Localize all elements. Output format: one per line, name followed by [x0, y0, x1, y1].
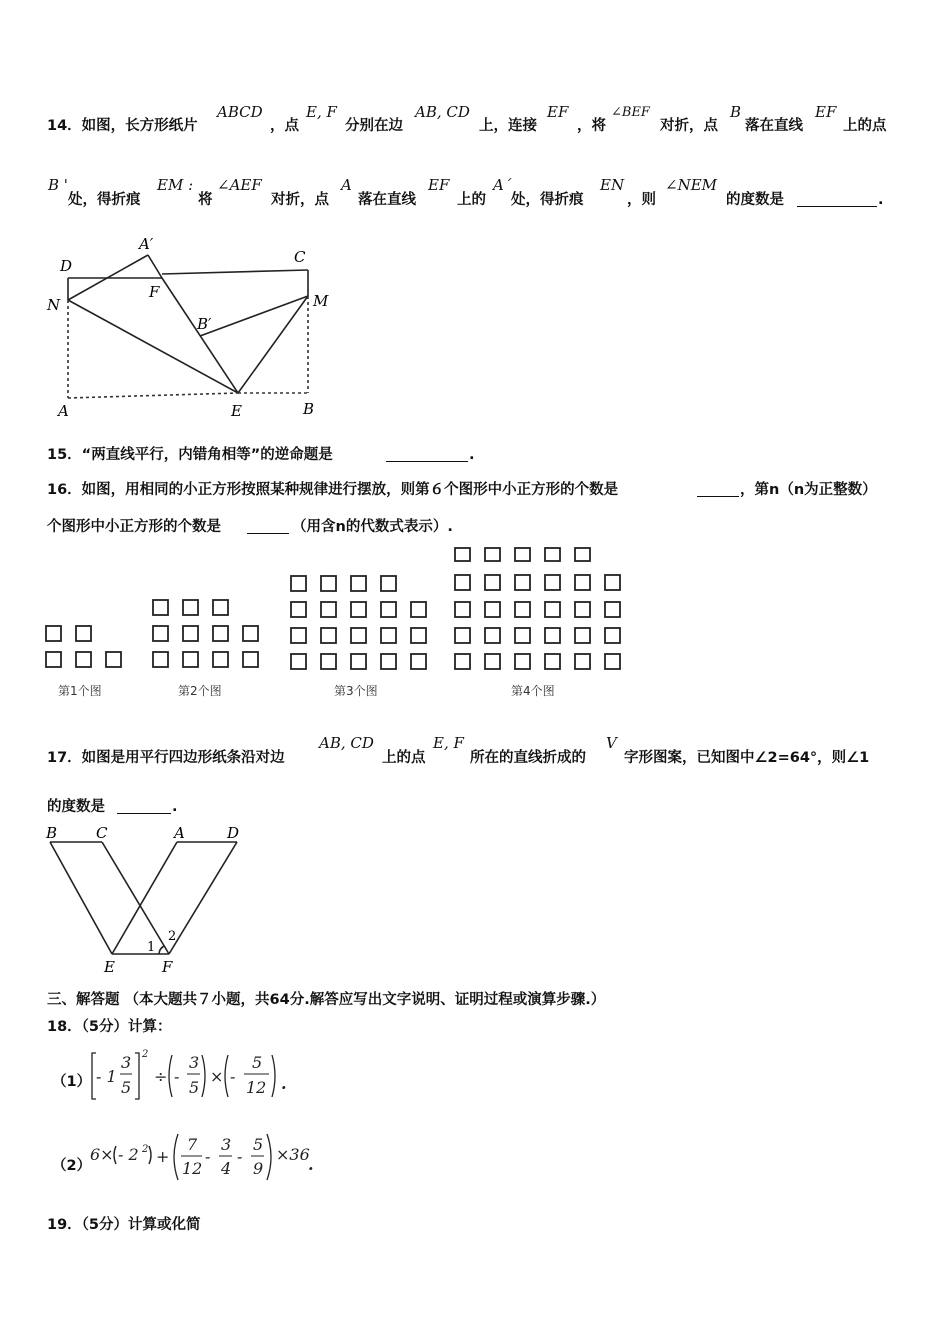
small-square [455, 654, 470, 669]
q17-math: V [606, 734, 617, 752]
operator: - [205, 1147, 211, 1166]
point-label: C [96, 824, 108, 842]
small-square [153, 652, 168, 667]
q14-text: 上的点 [843, 118, 887, 134]
math-end: . [308, 1155, 314, 1174]
small-square [485, 575, 500, 590]
small-square [106, 652, 121, 667]
figure-caption: 第3个图 [334, 684, 378, 698]
small-square [381, 628, 396, 643]
point-label: A [58, 402, 69, 420]
q14-text: 落在直线 [358, 192, 416, 208]
q14-math: A´ [493, 176, 512, 194]
math-term: - 2 [118, 1145, 139, 1164]
small-square [575, 602, 590, 617]
q14-math: EM : [157, 176, 194, 194]
exponent: 2 [142, 1144, 149, 1155]
q14-end: . [878, 192, 884, 208]
q14-text: 分别在边 [345, 118, 403, 134]
math-term: 6× [90, 1145, 114, 1164]
answer-blank[interactable] [247, 519, 289, 534]
small-square [455, 602, 470, 617]
small-square [545, 602, 560, 617]
small-square [605, 628, 620, 643]
small-square [291, 576, 306, 591]
q14-math: AB, CD [415, 103, 470, 121]
small-square [605, 575, 620, 590]
denominator: 5 [189, 1078, 200, 1097]
small-square [515, 654, 530, 669]
answer-blank[interactable] [386, 447, 468, 462]
point-label: E [104, 958, 115, 976]
q17-text: 17．如图是用平行四边形纸条沿对边 [47, 750, 285, 766]
math-term: - [174, 1067, 180, 1086]
small-square [515, 628, 530, 643]
small-square [455, 575, 470, 590]
operator: - [237, 1147, 243, 1166]
small-square [485, 628, 500, 643]
q14-math: EF [547, 103, 569, 121]
small-square [46, 626, 61, 641]
small-square [243, 626, 258, 641]
q14-text: 处，得折痕 [68, 192, 141, 208]
point-label: E [231, 402, 242, 420]
point-label: F [162, 958, 173, 976]
small-square [183, 600, 198, 615]
q16-text: ，第n（n为正整数） [740, 482, 877, 498]
denominator: 12 [182, 1159, 203, 1178]
small-square [183, 626, 198, 641]
q14-text: 将 [198, 192, 213, 208]
small-square [575, 575, 590, 590]
q14-text: 处，得折痕 [511, 192, 584, 208]
q16-text: 16．如图，用相同的小正方形按照某种规律进行摆放，则第６个图形中小正方形的个数是 [47, 482, 619, 498]
q14-figure [40, 230, 340, 425]
operator: ÷ [154, 1067, 168, 1086]
math-end: . [281, 1074, 287, 1093]
small-square [291, 628, 306, 643]
small-square [213, 600, 228, 615]
small-square [213, 652, 228, 667]
small-square [485, 602, 500, 617]
q14-text: 14．如图，长方形纸片 [47, 118, 198, 134]
q15-end: . [469, 447, 475, 463]
small-square [411, 602, 426, 617]
angle-label: 2 [168, 929, 177, 944]
small-square [351, 628, 366, 643]
denominator: 9 [253, 1159, 264, 1178]
numerator: 5 [252, 1053, 263, 1072]
denominator: 5 [121, 1078, 132, 1097]
small-square [485, 654, 500, 669]
q18-title: 18．（5分）计算： [47, 1019, 172, 1035]
small-square [411, 654, 426, 669]
q17-end: . [172, 799, 178, 815]
q14-math: A [341, 176, 352, 194]
point-label: F [149, 283, 160, 301]
part-label: （1） [52, 1074, 92, 1090]
answer-blank[interactable] [797, 192, 877, 207]
small-square [515, 602, 530, 617]
q14-text: 对折，点 [271, 192, 329, 208]
small-square [213, 626, 228, 641]
q14-text: 上的 [457, 192, 486, 208]
point-label: M [313, 292, 329, 310]
q14-text: 对折，点 [660, 118, 718, 134]
q14-math: ABCD [217, 103, 263, 121]
small-square [381, 602, 396, 617]
math-term: ×36 [276, 1145, 310, 1164]
q14-math: EF [428, 176, 450, 194]
q17-figure [40, 822, 260, 980]
small-square [243, 652, 258, 667]
small-square [153, 600, 168, 615]
q14-math: ∠NEM [665, 176, 718, 194]
math-term: - [230, 1067, 236, 1086]
small-square [545, 575, 560, 590]
numerator: 7 [187, 1135, 198, 1154]
operator: × [210, 1067, 224, 1086]
section-heading: 三、解答题 （本大题共７小题，共64分.解答应写出文字说明、证明过程或演算步骤.） [47, 992, 606, 1008]
math-term: - 1 [96, 1067, 117, 1086]
pattern-2 [153, 600, 258, 667]
numerator: 3 [221, 1135, 232, 1154]
small-square [575, 654, 590, 669]
part-label: （2） [52, 1158, 92, 1174]
q17-text: 的度数是 [47, 799, 105, 815]
q16-text: 个图形中小正方形的个数是 [47, 519, 221, 535]
small-square [455, 628, 470, 643]
point-label: A′ [139, 235, 154, 253]
small-square [545, 548, 560, 561]
small-square [455, 548, 470, 561]
small-square [321, 576, 336, 591]
small-square [381, 576, 396, 591]
point-label: D [227, 824, 240, 842]
q14-math: ∠AEF [217, 176, 262, 194]
answer-blank[interactable] [117, 799, 171, 814]
q14-text: 的度数是 [726, 192, 784, 208]
small-square [515, 548, 530, 561]
small-square [381, 654, 396, 669]
point-label: C [294, 248, 306, 266]
small-square [485, 548, 500, 561]
operator: + [156, 1147, 170, 1166]
small-square [515, 575, 530, 590]
angle-label: 1 [147, 940, 156, 955]
small-square [545, 628, 560, 643]
pattern-4 [455, 548, 620, 669]
small-square [321, 654, 336, 669]
point-label: B [303, 400, 315, 418]
point-label: B′ [197, 315, 212, 333]
denominator: 12 [246, 1078, 267, 1097]
small-square [545, 654, 560, 669]
pattern-3 [291, 576, 426, 669]
q14-text: 落在直线 [745, 118, 803, 134]
small-square [575, 548, 590, 561]
q14-text: ，点 [270, 118, 299, 134]
q17-text: 所在的直线折成的 [470, 750, 586, 766]
q16-text: （用含n的代数式表示）. [292, 519, 453, 535]
point-label: B [46, 824, 58, 842]
q17-math: AB, CD [319, 734, 374, 752]
point-label: N [47, 296, 61, 314]
q15-text: 15．“两直线平行，内错角相等”的逆命题是 [47, 447, 333, 463]
small-square [605, 602, 620, 617]
pattern-1 [46, 626, 121, 667]
numerator: 3 [189, 1053, 200, 1072]
numerator: 5 [253, 1135, 264, 1154]
small-square [321, 602, 336, 617]
figure-caption: 第1个图 [58, 684, 102, 698]
q17-text: 上的点 [382, 750, 426, 766]
q14-math: EF [815, 103, 837, 121]
small-square [291, 654, 306, 669]
q14-math: B ' [48, 176, 68, 194]
q14-math: B [730, 103, 742, 121]
small-square [351, 602, 366, 617]
small-square [291, 602, 306, 617]
q14-math: EN [600, 176, 625, 194]
small-square [411, 628, 426, 643]
small-square [351, 576, 366, 591]
q16-figure [40, 545, 640, 705]
q18-expression-1 [86, 1045, 316, 1105]
answer-blank[interactable] [697, 482, 739, 497]
exponent: 2 [142, 1049, 149, 1060]
denominator: 4 [221, 1159, 232, 1178]
small-square [46, 652, 61, 667]
q14-math: ∠BEF [611, 105, 650, 120]
small-square [575, 628, 590, 643]
q14-text: ，则 [627, 192, 656, 208]
small-square [183, 652, 198, 667]
q14-math: E, F [306, 103, 337, 121]
small-square [76, 626, 91, 641]
q17-math: E, F [433, 734, 464, 752]
small-square [76, 652, 91, 667]
numerator: 3 [121, 1053, 132, 1072]
point-label: A [174, 824, 185, 842]
q14-text: 上，连接 [479, 118, 537, 134]
small-square [153, 626, 168, 641]
q19-title: 19．（5分）计算或化简 [47, 1217, 201, 1233]
figure-caption: 第4个图 [511, 684, 555, 698]
point-label: D [60, 257, 73, 275]
figure-caption: 第2个图 [178, 684, 222, 698]
q17-text: 字形图案，已知图中∠2=64°，则∠1 [624, 750, 870, 766]
small-square [351, 654, 366, 669]
small-square [321, 628, 336, 643]
q18-expression-2 [86, 1128, 336, 1188]
q14-text: ，将 [577, 118, 606, 134]
small-square [605, 654, 620, 669]
